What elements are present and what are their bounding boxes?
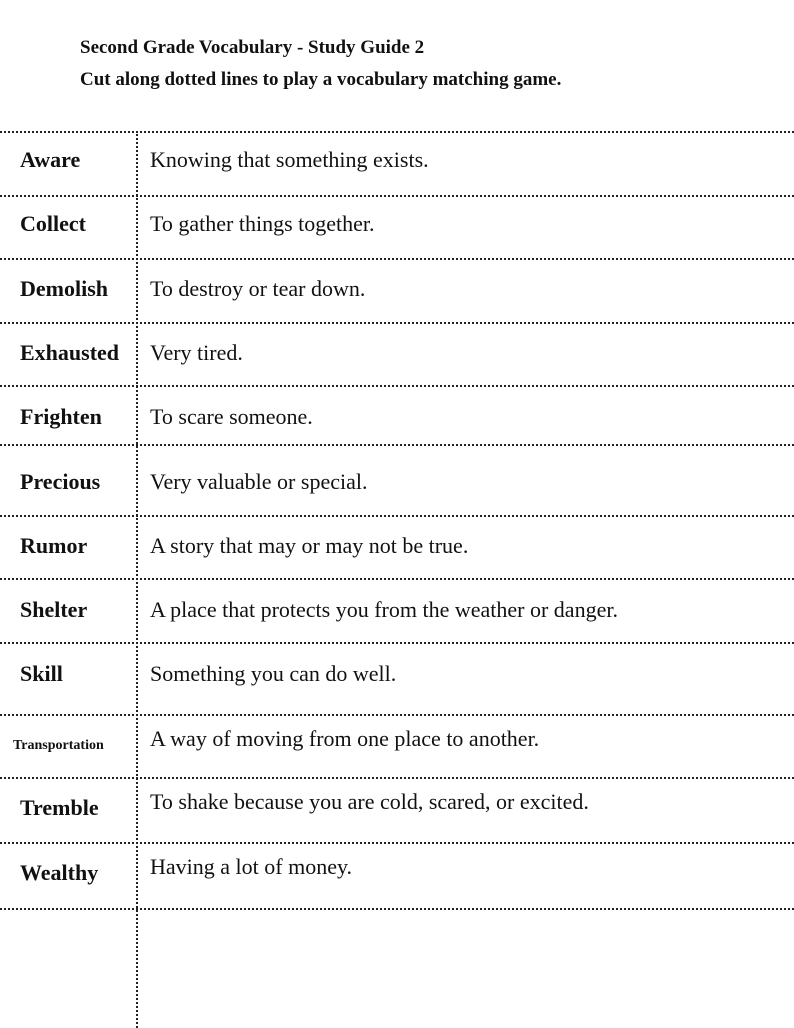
vocab-word: Precious <box>20 469 101 494</box>
vocab-definition: To scare someone. <box>150 404 313 429</box>
vocab-definition: To gather things together. <box>150 211 375 236</box>
horizontal-cut-line <box>0 777 794 779</box>
vocab-definition: A story that may or may not be true. <box>150 533 469 558</box>
page-instructions: Cut along dotted lines to play a vocabulary matching game. <box>80 69 562 90</box>
horizontal-cut-line <box>0 578 794 580</box>
vocab-word: Aware <box>20 147 81 172</box>
vocab-word: Shelter <box>20 597 88 622</box>
vocab-definition: Something you can do well. <box>150 661 397 686</box>
vocab-word: Transportation <box>13 738 104 753</box>
horizontal-cut-line <box>0 515 794 517</box>
vocab-definition: A place that protects you from the weather or danger. <box>150 597 618 622</box>
vocab-definition: Having a lot of money. <box>150 854 353 879</box>
horizontal-cut-line <box>0 385 794 387</box>
vocab-word: Frighten <box>20 404 102 429</box>
vocab-word: Wealthy <box>20 860 99 885</box>
page-title: Second Grade Vocabulary - Study Guide 2 <box>80 37 425 58</box>
vocab-definition: A way of moving from one place to another. <box>150 726 540 751</box>
horizontal-cut-line <box>0 842 794 844</box>
vocab-definition: Very valuable or special. <box>150 469 368 494</box>
vocab-word: Collect <box>20 211 86 236</box>
vocab-definition: Very tired. <box>150 340 243 365</box>
page-header <box>80 32 561 96</box>
horizontal-cut-line <box>0 714 794 716</box>
vocab-definition: Knowing that something exists. <box>150 147 429 172</box>
horizontal-cut-line <box>0 131 794 133</box>
horizontal-cut-line <box>0 258 794 260</box>
vocab-word: Exhausted <box>20 340 120 365</box>
vocab-word: Skill <box>20 661 63 686</box>
horizontal-cut-line <box>0 908 794 910</box>
horizontal-cut-line <box>0 322 794 324</box>
vocab-definition: To destroy or tear down. <box>150 276 366 301</box>
vocab-definition: To shake because you are cold, scared, or excited. <box>150 789 589 814</box>
horizontal-cut-line <box>0 642 794 644</box>
horizontal-cut-line <box>0 444 794 446</box>
horizontal-cut-line <box>0 195 794 197</box>
vocab-word: Demolish <box>20 276 108 301</box>
vocab-word: Rumor <box>20 533 88 558</box>
vocab-word: Tremble <box>20 795 99 820</box>
